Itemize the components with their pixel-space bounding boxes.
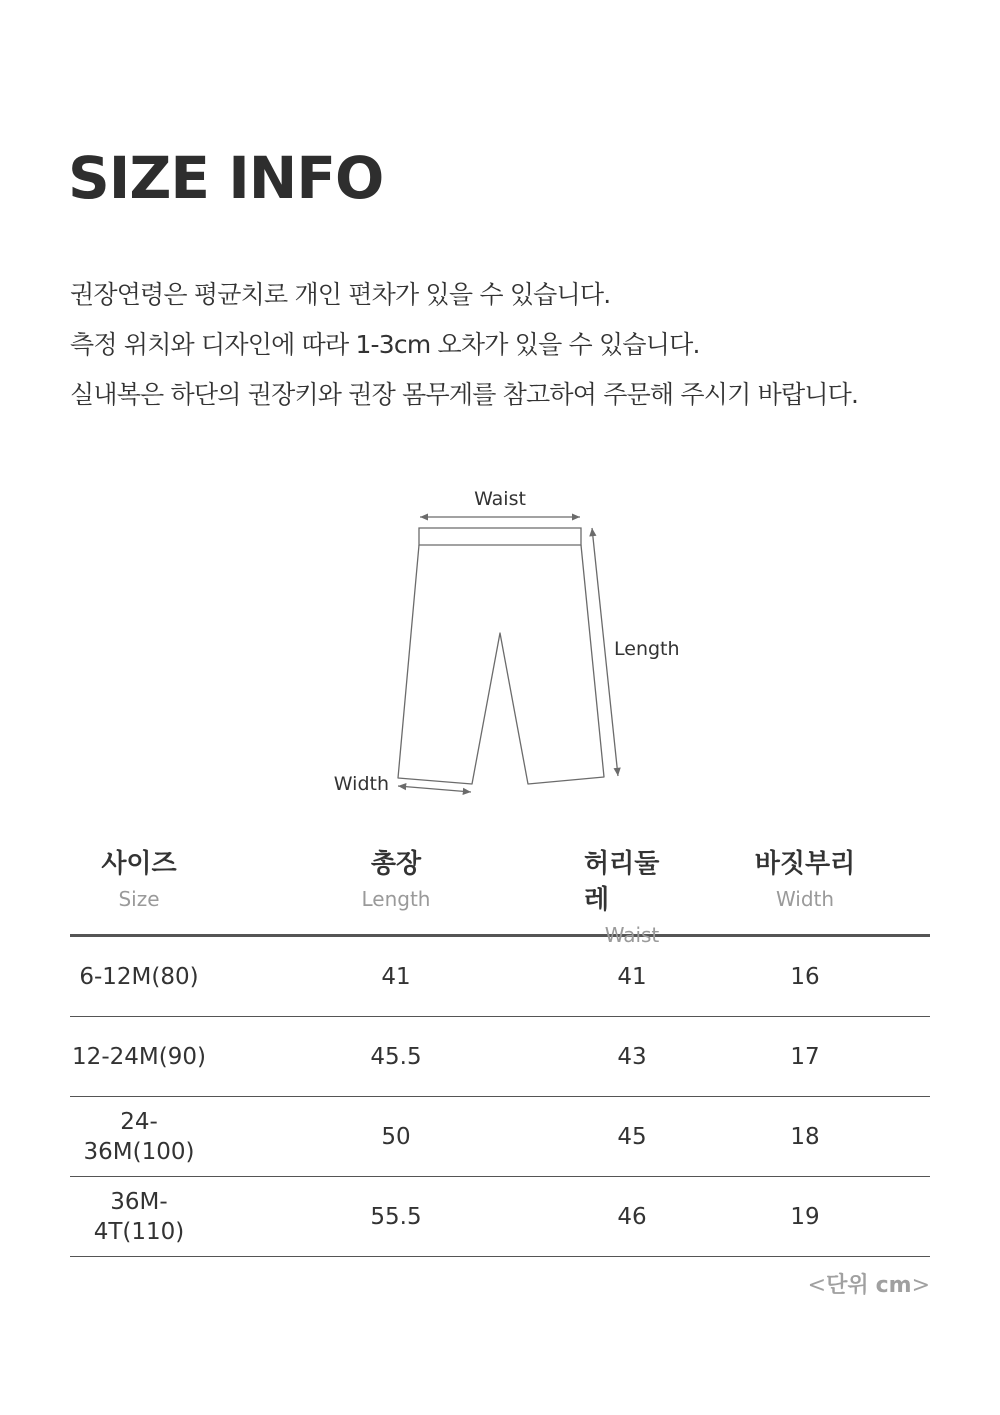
- size-table: [70, 838, 930, 1257]
- pants-diagram-svg: [300, 478, 720, 818]
- cell-length: 55.5: [370, 1203, 422, 1230]
- pants-measurement-diagram: [300, 478, 720, 818]
- header-size-ko: 사이즈: [101, 849, 177, 879]
- unit-open-bracket: <: [807, 1273, 827, 1298]
- cell-waist: 43: [617, 1043, 647, 1070]
- header-waist-en: Waist: [604, 923, 660, 947]
- cell-width: 16: [790, 963, 820, 990]
- cell-width: 17: [790, 1043, 820, 1070]
- cell-waist: 46: [617, 1203, 647, 1230]
- unit-label: 단위: [826, 1273, 869, 1298]
- waist-label: Waist: [474, 488, 526, 510]
- header-width: [680, 838, 930, 934]
- header-waist-ko: 허리둘레: [584, 849, 660, 915]
- cell-length: 50: [381, 1123, 411, 1150]
- cell-size: 24-36M(100): [83, 1108, 195, 1165]
- table-row: [70, 1097, 930, 1177]
- cell-waist: 45: [617, 1123, 647, 1150]
- length-label: Length: [614, 638, 680, 660]
- table-row: [70, 937, 930, 1017]
- width-arrow: [398, 786, 471, 792]
- header-length-en: Length: [361, 887, 431, 911]
- cell-size: 36M-4T(110): [93, 1188, 185, 1245]
- note-line: 권장연령은 평균치로 개인 편차가 있을 수 있습니다.: [70, 280, 611, 309]
- header-length-ko: 총장: [370, 849, 422, 879]
- table-row: [70, 1017, 930, 1097]
- header-width-en: Width: [775, 887, 835, 911]
- table-header: [70, 838, 930, 947]
- size-notes: [70, 270, 858, 420]
- page-title: SIZE INFO: [68, 144, 384, 212]
- cell-length: 41: [381, 963, 411, 990]
- header-size: [70, 838, 208, 934]
- waistband-outline: [419, 528, 581, 545]
- cell-size: 12-24M(90): [72, 1043, 206, 1070]
- unit-value: cm: [875, 1273, 912, 1298]
- header-width-ko: 바짓부리: [754, 849, 856, 879]
- cell-width: 19: [790, 1203, 820, 1230]
- header-length: [208, 838, 584, 934]
- cell-width: 18: [790, 1123, 820, 1150]
- header-size-en: Size: [118, 887, 160, 911]
- width-label: Width: [333, 773, 389, 795]
- table-row: [70, 1177, 930, 1257]
- unit-close-bracket: >: [911, 1273, 930, 1298]
- header-waist: [584, 838, 680, 947]
- pants-outline: [398, 545, 604, 784]
- cell-length: 45.5: [370, 1043, 422, 1070]
- unit-note: [808, 1268, 930, 1299]
- cell-size: 6-12M(80): [79, 963, 199, 990]
- note-line: 측정 위치와 디자인에 따라 1-3cm 오차가 있을 수 있습니다.: [70, 330, 700, 359]
- note-line: 실내복은 하단의 권장키와 권장 몸무게를 참고하여 주문해 주시기 바랍니다.: [70, 380, 859, 409]
- cell-waist: 41: [617, 963, 647, 990]
